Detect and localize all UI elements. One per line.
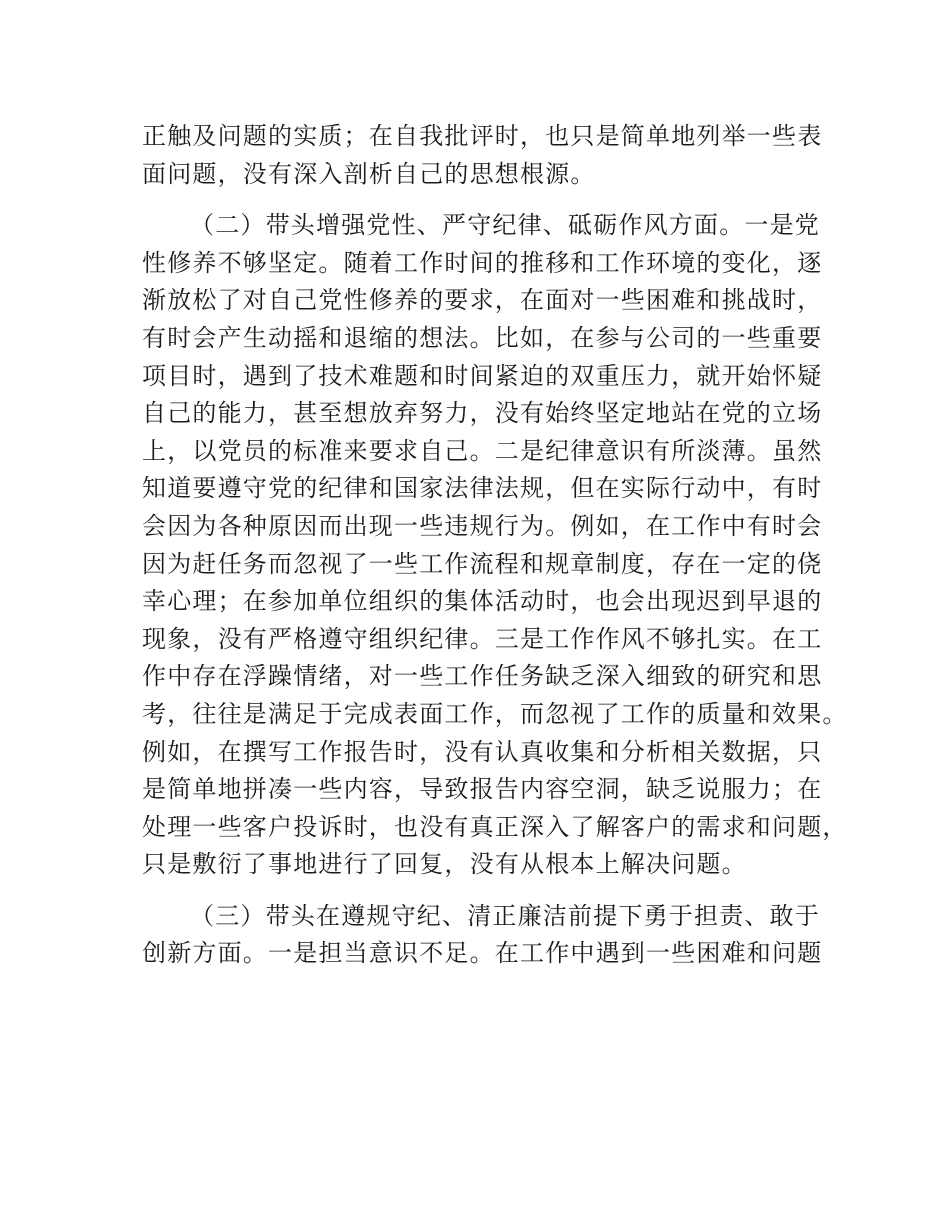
text-line: 作中存在浮躁情绪，对一些工作任务缺乏深入细致的研究和思 bbox=[142, 662, 823, 691]
text-line: 现象，没有严格遵守组织纪律。三是工作作风不够扎实。在工 bbox=[142, 624, 823, 653]
paragraph-spacer bbox=[142, 193, 810, 207]
text-line: （三）带头在遵规守纪、清正廉洁前提下勇于担责、敢于 bbox=[190, 901, 820, 930]
text-line: 项目时，遇到了技术难题和时间紧迫的双重压力，就开始怀疑 bbox=[142, 361, 823, 390]
text-line: 幸心理；在参加单位组织的集体活动时，也会出现迟到早退的 bbox=[142, 587, 823, 616]
text-line: 例如，在撰写工作报告时，没有认真收集和分析相关数据，只 bbox=[142, 737, 823, 766]
text-line: 正触及问题的实质；在自我批评时，也只是简单地列举一些表 bbox=[142, 122, 823, 150]
text-line: 创新方面。一是担当意识不足。在工作中遇到一些困难和问题 bbox=[142, 939, 823, 968]
paragraph-spacer bbox=[142, 884, 810, 898]
text-line: 面问题，没有深入剖析自己的思想根源。 bbox=[142, 159, 596, 188]
text-line: 处理一些客户投诉时，也没有真正深入了解客户的需求和问题， bbox=[142, 812, 848, 841]
text-line: 性修养不够坚定。随着工作时间的推移和工作环境的变化，逐 bbox=[142, 248, 823, 277]
text-line: 考，往往是满足于完成表面工作，而忽视了工作的质量和效果。 bbox=[142, 699, 848, 728]
text-line: 因为赶任务而忽视了一些工作流程和规章制度，存在一定的侥 bbox=[142, 549, 823, 578]
paragraph-section-2 bbox=[142, 207, 848, 884]
text-line: 知道要遵守党的纪律和国家法律法规，但在实际行动中，有时 bbox=[142, 474, 823, 503]
text-line: 会因为各种原因而出现一些违规行为。例如，在工作中有时会 bbox=[142, 511, 823, 540]
text-line: 上，以党员的标准来要求自己。二是纪律意识有所淡薄。虽然 bbox=[142, 436, 823, 465]
text-line: 有时会产生动摇和退缩的想法。比如，在参与公司的一些重要 bbox=[142, 323, 823, 352]
paragraph-section-3 bbox=[142, 898, 823, 973]
text-line: 是简单地拼凑一些内容，导致报告内容空洞，缺乏说服力；在 bbox=[142, 775, 823, 804]
text-line: （二）带头增强党性、严守纪律、砥砺作风方面。一是党 bbox=[190, 211, 820, 240]
text-line: 只是敷衍了事地进行了回复，没有从根本上解决问题。 bbox=[142, 850, 747, 879]
document-body bbox=[142, 118, 848, 973]
paragraph-continuation bbox=[142, 118, 823, 193]
text-line: 渐放松了对自己党性修养的要求，在面对一些困难和挑战时， bbox=[142, 286, 823, 315]
text-line: 自己的能力，甚至想放弃努力，没有始终坚定地站在党的立场 bbox=[142, 399, 823, 428]
